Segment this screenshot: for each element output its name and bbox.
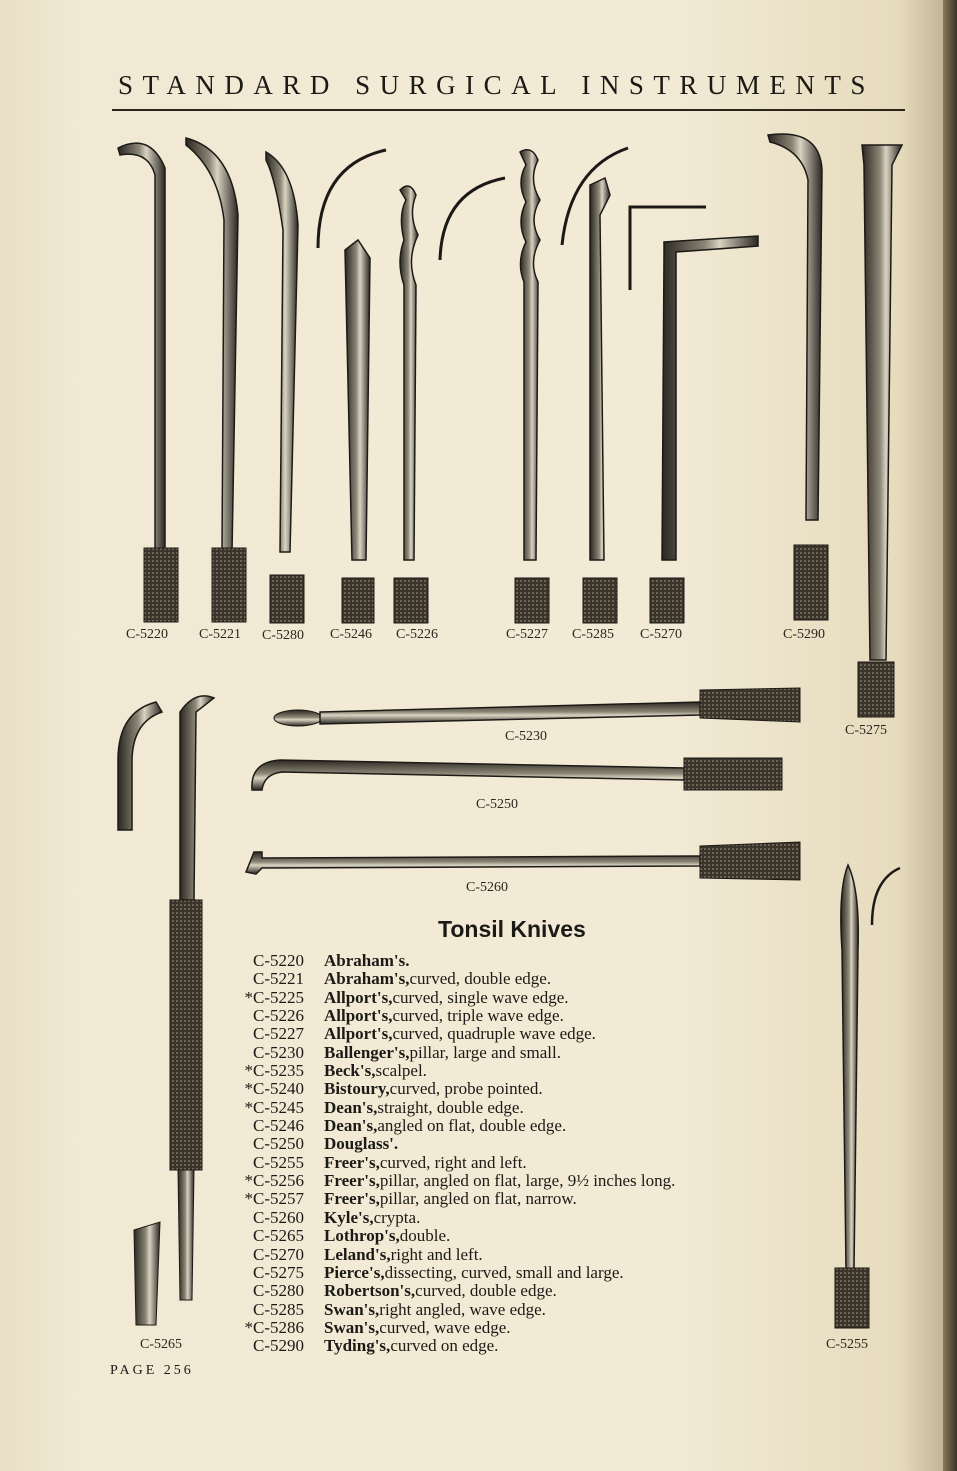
instrument-c5280 [266, 152, 304, 623]
list-item [222, 1154, 675, 1172]
list-item [222, 1099, 675, 1117]
label-c5270: C-5270 [640, 627, 682, 642]
item-name: Swan's, [324, 1299, 380, 1319]
list-item [222, 1282, 675, 1300]
page-header-title: STANDARD SURGICAL INSTRUMENTS [118, 70, 875, 100]
list-item [222, 970, 675, 988]
list-item [222, 989, 675, 1007]
list-item [222, 1117, 675, 1135]
item-name: Freer's, [324, 1189, 380, 1209]
item-name: Swan's, [324, 1317, 380, 1337]
list-item [222, 1301, 675, 1319]
item-desc: dissecting, curved, small and large. [384, 1262, 624, 1282]
item-desc: curved, quadruple wave edge. [392, 1024, 596, 1044]
instrument-list [222, 952, 675, 1356]
label-c5226: C-5226 [396, 627, 438, 642]
item-code: C-5255 [253, 1152, 304, 1172]
instrument-c5226 [394, 186, 428, 623]
item-desc: curved, wave edge. [379, 1317, 511, 1337]
item-code: C-5265 [253, 1226, 304, 1246]
item-name: Ballenger's, [324, 1042, 410, 1062]
label-c5255: C-5255 [826, 1337, 868, 1352]
item-desc: pillar, angled on flat, large, 9½ inches long. [379, 1171, 676, 1191]
item-name: Freer's, [324, 1152, 380, 1172]
item-code: C-5270 [253, 1244, 304, 1264]
instrument-c5270 [650, 236, 758, 623]
item-name: Kyle's, [324, 1207, 374, 1227]
list-item [222, 952, 675, 970]
label-c5265: C-5265 [140, 1337, 182, 1352]
item-code: *C-5240 [244, 1079, 304, 1099]
item-code: C-5246 [253, 1116, 304, 1136]
item-desc: curved, probe pointed. [389, 1079, 543, 1099]
list-item [222, 1227, 675, 1245]
curved-probe-a [318, 150, 386, 248]
instrument-c5230 [274, 688, 800, 726]
item-name: Beck's, [324, 1061, 376, 1081]
list-item [222, 1135, 675, 1153]
list-item [222, 1246, 675, 1264]
label-c5230: C-5230 [505, 729, 547, 744]
item-name: Dean's, [324, 1097, 378, 1117]
item-desc: curved, right and left. [379, 1152, 527, 1172]
item-code: C-5230 [253, 1042, 304, 1062]
item-name: Robertson's, [324, 1281, 416, 1301]
item-code: C-5285 [253, 1299, 304, 1319]
list-item [222, 1062, 675, 1080]
item-desc: pillar, large and small. [409, 1042, 561, 1062]
instrument-c5285 [583, 178, 617, 623]
list-item [222, 1044, 675, 1062]
curved-probe-b [440, 178, 505, 260]
item-code: *C-5256 [244, 1171, 304, 1191]
item-code: *C-5225 [244, 987, 304, 1007]
item-desc: double. [399, 1226, 451, 1246]
item-code: C-5290 [253, 1336, 304, 1356]
instrument-c5275 [858, 145, 902, 717]
list-item [222, 1190, 675, 1208]
item-desc: crypta. [373, 1207, 421, 1227]
item-name: Allport's, [324, 1006, 393, 1026]
item-code: C-5280 [253, 1281, 304, 1301]
item-name: Abraham's. [324, 951, 410, 970]
item-name: Tyding's, [324, 1336, 391, 1356]
item-name: Freer's, [324, 1171, 380, 1191]
list-item [222, 1209, 675, 1227]
list-item [222, 1080, 675, 1098]
label-c5275: C-5275 [845, 723, 887, 738]
item-desc: curved, double edge. [409, 969, 552, 989]
item-code: C-5275 [253, 1262, 304, 1282]
instrument-c5255 [835, 865, 900, 1328]
list-item [222, 1172, 675, 1190]
item-desc: pillar, angled on flat, narrow. [379, 1189, 577, 1209]
item-desc: straight, double edge. [377, 1097, 524, 1117]
item-code: C-5260 [253, 1207, 304, 1227]
list-item [222, 1007, 675, 1025]
list-item [222, 1319, 675, 1337]
instrument-c5265 [118, 696, 214, 1325]
item-code: *C-5245 [244, 1097, 304, 1117]
instrument-c5250 [252, 758, 782, 790]
item-name: Allport's, [324, 1024, 393, 1044]
instrument-c5221 [186, 138, 246, 622]
item-name: Lothrop's, [324, 1226, 400, 1246]
label-c5290: C-5290 [783, 627, 825, 642]
instrument-c5227 [515, 150, 549, 623]
instrument-c5260 [246, 842, 800, 880]
item-name: Pierce's, [324, 1262, 385, 1282]
item-desc: angled on flat, double edge. [377, 1116, 567, 1136]
item-name: Bistoury, [324, 1079, 390, 1099]
item-code: *C-5257 [244, 1189, 304, 1209]
item-desc: curved on edge. [390, 1336, 499, 1356]
label-c5227: C-5227 [506, 627, 548, 642]
item-name: Abraham's, [324, 969, 410, 989]
item-code: C-5227 [253, 1024, 304, 1044]
list-item [222, 1264, 675, 1282]
instrument-c5290 [768, 134, 828, 620]
label-c5260: C-5260 [466, 880, 508, 895]
item-code: C-5221 [253, 969, 304, 989]
item-code: C-5220 [253, 951, 304, 970]
item-desc: curved, double edge. [415, 1281, 557, 1301]
item-desc: scalpel. [375, 1061, 427, 1081]
label-c5250: C-5250 [476, 797, 518, 812]
label-c5221: C-5221 [199, 627, 241, 642]
item-name: Leland's, [324, 1244, 391, 1264]
list-item [222, 1025, 675, 1043]
label-c5280: C-5280 [262, 628, 304, 643]
label-c5285: C-5285 [572, 627, 614, 642]
instrument-c5220 [118, 143, 178, 622]
item-desc: curved, single wave edge. [392, 987, 569, 1007]
instrument-c5246 [342, 240, 374, 623]
item-code: C-5250 [253, 1134, 304, 1154]
item-name: Douglass'. [324, 1134, 399, 1154]
item-code: *C-5235 [244, 1061, 304, 1081]
label-c5220: C-5220 [126, 627, 168, 642]
item-desc: right angled, wave edge. [379, 1299, 546, 1319]
item-name: Dean's, [324, 1116, 378, 1136]
label-c5246: C-5246 [330, 627, 372, 642]
item-code: C-5226 [253, 1006, 304, 1026]
item-desc: right and left. [390, 1244, 483, 1264]
page-number: PAGE 256 [110, 1363, 194, 1378]
item-code: *C-5286 [244, 1317, 304, 1337]
section-title: Tonsil Knives [438, 916, 586, 942]
list-item [222, 1337, 675, 1355]
item-desc: curved, triple wave edge. [392, 1006, 564, 1026]
item-name: Allport's, [324, 987, 393, 1007]
